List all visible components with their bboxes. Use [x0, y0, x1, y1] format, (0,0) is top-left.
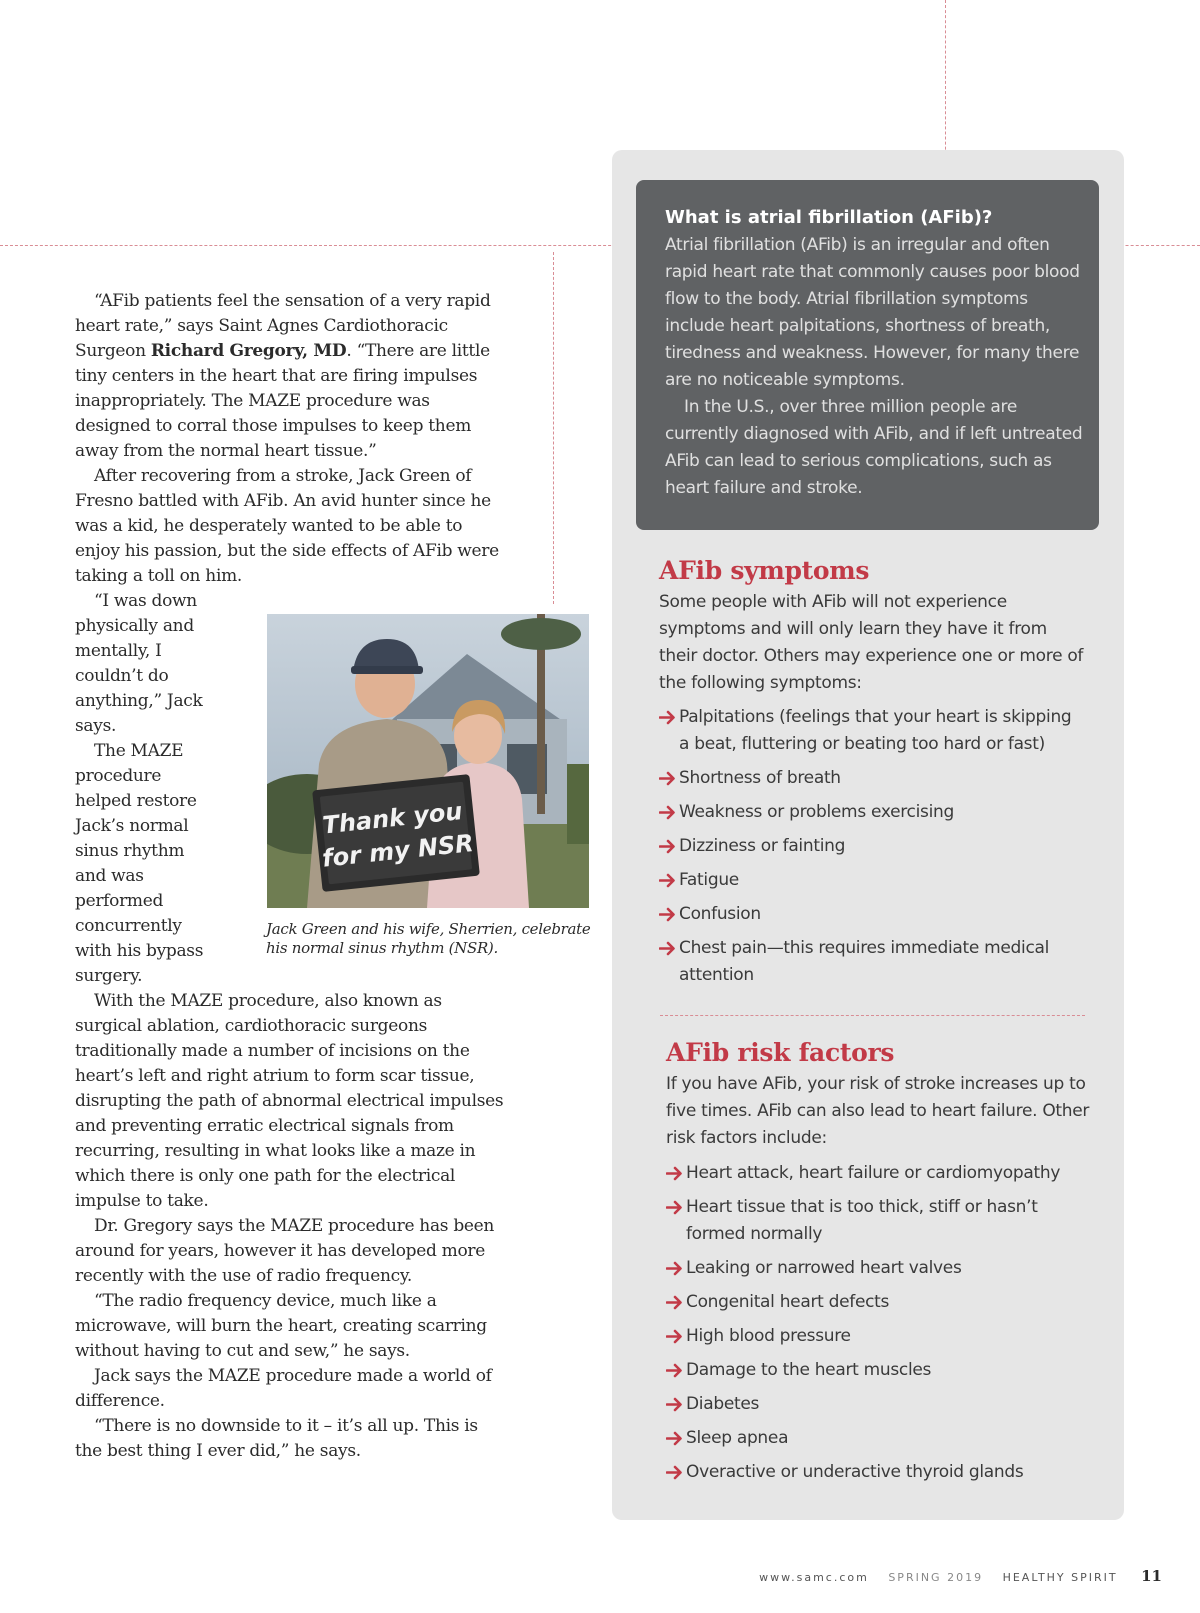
list-item [666, 1357, 1091, 1384]
section-divider [660, 1015, 1085, 1016]
arrow-right-icon [659, 710, 676, 725]
article-paragraph-7: “The radio frequency device, much like a microwave, will burn the heart, creating scarring without having to cut and sew,” he says. [75, 1291, 487, 1361]
article-paragraph-3: “I was down physically and mentally, I couldn’t do anything,” Jack says. [75, 591, 203, 736]
footer-publication: HEALTHY SPIRIT [1002, 1571, 1118, 1584]
list-item-text: Shortness of breath [679, 768, 841, 788]
page-footer [759, 1567, 1162, 1585]
list-item [659, 704, 1084, 758]
list-item-text: High blood pressure [686, 1326, 851, 1346]
list-item-text: Congenital heart defects [686, 1292, 890, 1312]
list-item-text: Damage to the heart muscles [686, 1360, 932, 1380]
list-item-text: Diabetes [686, 1394, 760, 1414]
arrow-right-icon [666, 1166, 683, 1181]
arrow-right-icon [666, 1295, 683, 1310]
arrow-right-icon [659, 873, 676, 888]
symptoms-intro: Some people with AFib will not experience symptoms and will only learn they have it from their doctor. Others may experience one or more of the following symptoms: [659, 592, 1084, 693]
arrow-right-icon [666, 1200, 683, 1215]
risk-factors-list [666, 1160, 1091, 1493]
list-item [666, 1160, 1091, 1187]
symptoms-title: AFib symptoms [659, 556, 870, 585]
list-item [659, 901, 1084, 928]
list-item-text: Heart attack, heart failure or cardiomyopathy [686, 1163, 1061, 1183]
list-item [659, 935, 1084, 989]
arrow-right-icon [666, 1329, 683, 1344]
list-item [666, 1289, 1091, 1316]
column-guide-vertical [553, 252, 554, 604]
list-item-text: Heart tissue that is too thick, stiff or hasn’t formed normally [686, 1197, 1038, 1244]
list-item [666, 1425, 1091, 1452]
risk-factors-title: AFib risk factors [666, 1038, 895, 1067]
arrow-right-icon [659, 805, 676, 820]
article-paragraph-5: With the MAZE procedure, also known as surgical ablation, cardiothoracic surgeons traditionally made a number of incisions on the heart’s left and right atrium to form scar tissue, disrupting the path of abnormal electrical impulses and preventing erratic electrical signals from recurring, resulting in what looks like a maze in which there is only one path for the electrical impulse to take. [75, 991, 504, 1211]
list-item [666, 1459, 1091, 1486]
article-p1-rest: . “There are little tiny centers in the heart that are firing impulses inappropriately. The MAZE procedure was designed to corral those impulses to keep them away from the normal heart tissue.” [75, 341, 490, 461]
info-box-body [665, 232, 1090, 502]
surgeon-name: Richard Gregory, MD [150, 341, 347, 361]
info-box-title: What is atrial fibrillation (AFib)? [665, 207, 993, 228]
footer-issue: SPRING 2019 [888, 1571, 984, 1584]
list-item-text: Chest pain—this requires immediate medical attention [679, 938, 1050, 985]
list-item-text: Confusion [679, 904, 761, 924]
page-number: 11 [1141, 1567, 1162, 1585]
arrow-right-icon [666, 1261, 683, 1276]
arrow-right-icon [666, 1363, 683, 1378]
list-item [666, 1194, 1091, 1248]
list-item [659, 867, 1084, 894]
arrow-right-icon [659, 941, 676, 956]
article-paragraph-6: Dr. Gregory says the MAZE procedure has been around for years, however it has developed more recently with the use of radio frequency. [75, 1216, 495, 1286]
list-item [666, 1391, 1091, 1418]
article-paragraph-2: After recovering from a stroke, Jack Green of Fresno battled with AFib. An avid hunter since he was a kid, he desperately wanted to be able to enjoy his passion, but the side effects of AFib were taking a toll on him. [75, 466, 499, 586]
list-item [659, 833, 1084, 860]
article-p1-lead: “AFib patients feel the sensation of a very rapid heart rate,” says Saint Agnes Cardiothoracic Surgeon [75, 291, 491, 361]
article-paragraph-4: The MAZE procedure helped restore Jack’s normal sinus rhythm and was performed concurrently with his bypass surgery. [75, 741, 204, 986]
arrow-right-icon [666, 1431, 683, 1446]
arrow-right-icon [659, 839, 676, 854]
list-item-text: Weakness or problems exercising [679, 802, 954, 822]
afib-info-box [636, 180, 1099, 530]
list-item [659, 765, 1084, 792]
symptoms-list [659, 704, 1084, 996]
arrow-right-icon [659, 907, 676, 922]
couple-photo [267, 614, 589, 908]
sign-line-2: for my NSR [320, 829, 475, 873]
sign-line-1: Thank you [321, 797, 464, 840]
list-item-text: Overactive or underactive thyroid glands [686, 1462, 1024, 1482]
risk-factors-intro: If you have AFib, your risk of stroke increases up to five times. AFib can also lead to heart failure. Other risk factors include: [666, 1074, 1090, 1148]
crop-guide-horizontal-left [0, 245, 636, 246]
article-paragraph-8: Jack says the MAZE procedure made a world of difference. [75, 1366, 492, 1411]
arrow-right-icon [659, 771, 676, 786]
photo-caption: Jack Green and his wife, Sherrien, celebrate his normal sinus rhythm (NSR). [266, 920, 591, 957]
list-item [659, 799, 1084, 826]
arrow-right-icon [666, 1465, 683, 1480]
list-item-text: Fatigue [679, 870, 739, 890]
arrow-right-icon [666, 1397, 683, 1412]
list-item [666, 1255, 1091, 1282]
article-paragraph-1 [75, 289, 505, 464]
list-item [666, 1323, 1091, 1350]
info-box-paragraph-2: In the U.S., over three million people are currently diagnosed with AFib, and if left untreated AFib can lead to serious complications, such as heart failure and stroke. [665, 397, 1083, 498]
list-item-text: Sleep apnea [686, 1428, 789, 1448]
list-item-text: Palpitations (feelings that your heart is skipping a beat, fluttering or beating too hard or fast) [679, 707, 1072, 754]
list-item-text: Dizziness or fainting [679, 836, 846, 856]
list-item-text: Leaking or narrowed heart valves [686, 1258, 962, 1278]
footer-website: www.samc.com [759, 1571, 869, 1584]
info-box-paragraph-1: Atrial fibrillation (AFib) is an irregular and often rapid heart rate that commonly causes poor blood flow to the body. Atrial fibrillation symptoms include heart palpitations, shortness of breath, tiredness and weakness. However, for many there are no noticeable symptoms. [665, 235, 1080, 390]
article-paragraph-9: “There is no downside to it – it’s all up. This is the best thing I ever did,” he says. [75, 1416, 478, 1461]
